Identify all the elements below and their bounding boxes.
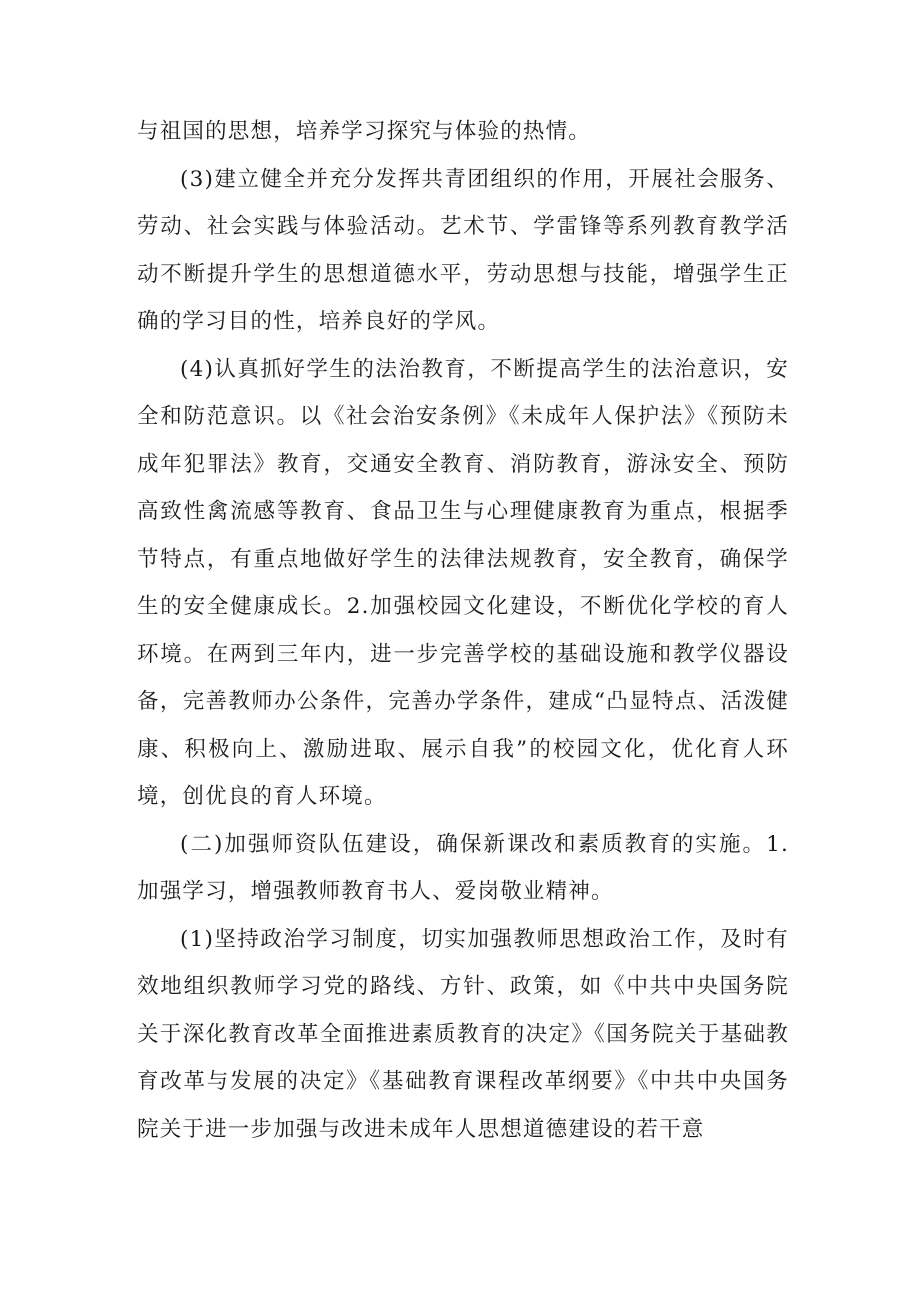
paragraph-item-1: (1)坚持政治学习制度，切实加强教师思想政治工作，及时有效地组织教师学习党的路线、方针、政策，如《中共中央国务院关于深化教育改革全面推进素质教育的决定》《国务院关于基础教育改革与发展的决定》《基础教育课程改革纲要》《中共中央国务院关于进一步加强与改进未成年人思想道德建设的若干意 xyxy=(137,926,789,1142)
body-text xyxy=(137,108,789,1153)
paragraph-item-3: (3)建立健全并充分发挥共青团组织的作用，开展社会服务、劳动、社会实践与体验活动。艺术节、学雷锋等系列教育教学活动不断提升学生的思想道德水平，劳动思想与技能，增强学生正确的学习目的性，培养良好的学风。 xyxy=(137,166,789,334)
paragraph-item-4: (4)认真抓好学生的法治教育，不断提高学生的法治意识，安全和防范意识。以《社会治安条例》《未成年人保护法》《预防未成年犯罪法》教育，交通安全教育、消防教育，游泳安全、预防高致性禽流感等教育、食品卫生与心理健康教育为重点，根据季节特点，有重点地做好学生的法律法规教育，安全教育，确保学生的安全健康成长。2.加强校园文化建设，不断优化学校的育人环境。在两到三年内，进一步完善学校的基础设施和教学仪器设备，完善教师办公条件，完善办学条件，建成“凸显特点、活泼健康、积极向上、激励进取、展示自我”的校园文化，优化育人环境，创优良的育人环境。 xyxy=(137,356,789,809)
paragraph-continuation: 与祖国的思想，培养学习探究与体验的热情。 xyxy=(137,119,592,144)
paragraph-section-2: (二)加强师资队伍建设，确保新课改和素质教育的实施。1.加强学习，增强教师教育书人、爱岗敬业精神。 xyxy=(137,831,789,904)
